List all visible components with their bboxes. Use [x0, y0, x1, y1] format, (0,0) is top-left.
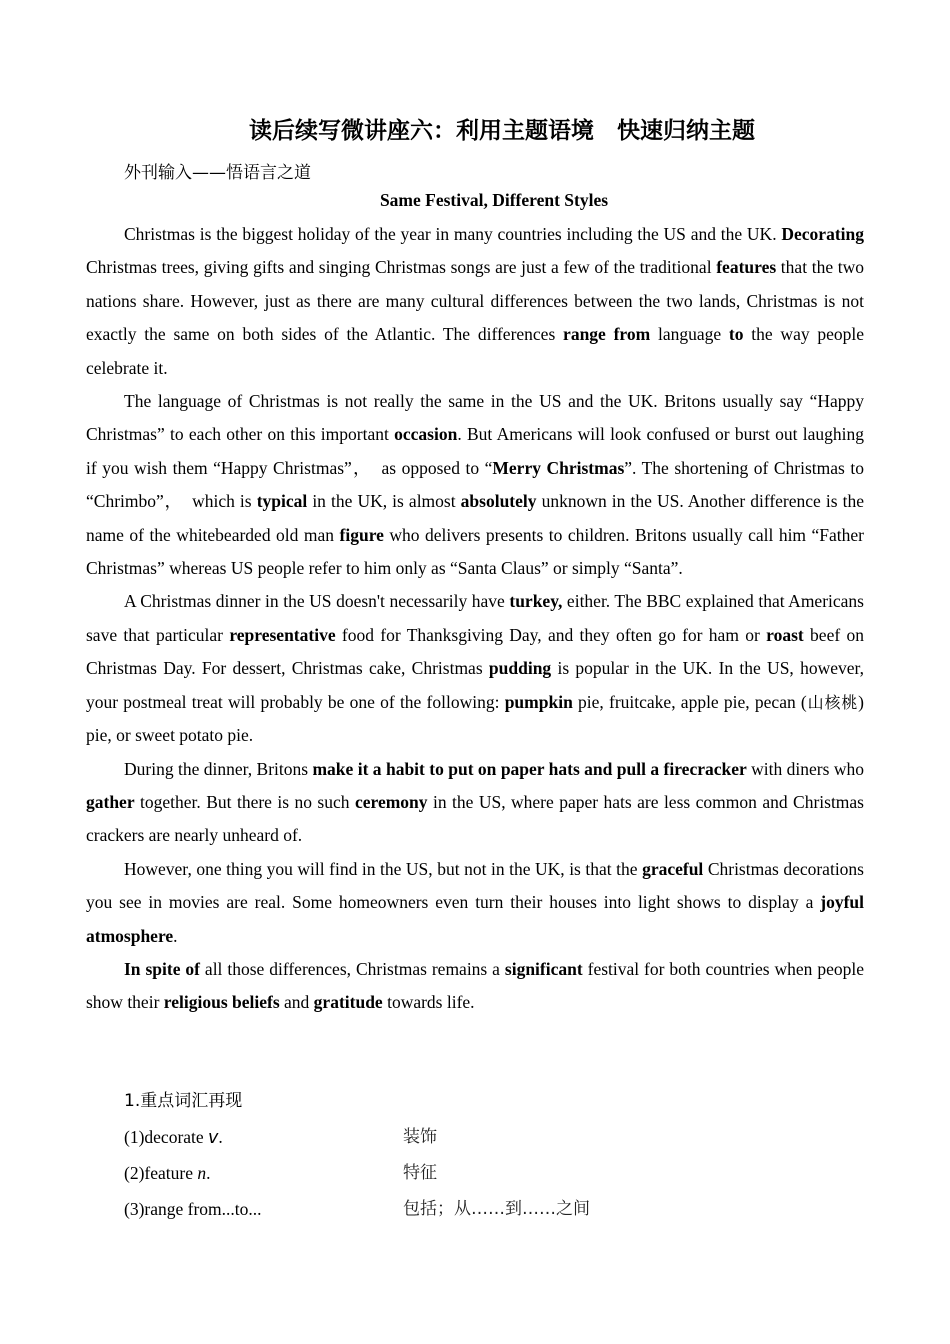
vocab-item: [124, 1120, 864, 1157]
paragraph-3: [86, 585, 864, 752]
paragraph-4: [86, 753, 864, 853]
text-run: either. The BBC explained that Americans save that particular: [86, 591, 864, 645]
keyword: occasion: [394, 424, 458, 445]
text-run: the way people celebrate it.: [86, 324, 865, 378]
vocab-term: (2)feature n.: [124, 1163, 211, 1183]
vocab-meaning: 包括；从……到……之间: [403, 1198, 590, 1219]
article-title: Same Festival, Different Styles: [379, 190, 609, 210]
keyword: gratitude: [313, 992, 383, 1013]
vocab-item: [124, 1192, 864, 1228]
paragraph-6: [86, 953, 864, 1020]
text-run: with diners who: [746, 758, 864, 779]
vocab-meaning: 特征: [403, 1163, 437, 1183]
text-run: unknown in the US. Another difference is the name of the whitebearded old man: [86, 491, 865, 545]
keyword: significant: [504, 958, 583, 979]
keyword: gather: [86, 791, 135, 812]
keyword: graceful: [642, 858, 704, 879]
vocab-term: (1)decorate v.: [124, 1126, 223, 1148]
text-run: .: [173, 925, 178, 946]
text-run: is popular in the UK. In the US, however, your postmeal treat will probably be one of the following:: [86, 658, 864, 712]
text-run: towards life.: [382, 992, 475, 1013]
text-run: and: [279, 992, 314, 1013]
keyword: pudding: [488, 658, 552, 679]
text-run: The language of Christmas is not really the same in the US and the UK. Britons usually say “Happy Christmas” to each other on this important: [86, 391, 864, 445]
text-run: language: [650, 324, 729, 345]
text-run: Christmas trees, giving gifts and singing Christmas songs are just a few of the traditional: [86, 257, 717, 278]
part-of-speech: v: [208, 1127, 219, 1148]
keyword: absolutely: [460, 491, 537, 512]
vocab-item: [124, 1156, 864, 1192]
article-body: [86, 218, 864, 1020]
keyword: turkey,: [509, 591, 563, 612]
keyword: features: [716, 257, 777, 278]
vocabulary-heading: 1.重点词汇再现: [124, 1091, 243, 1111]
keyword: representative: [229, 624, 336, 645]
text-run: Christmas is the biggest holiday of the year in many countries including the US and the UK.: [124, 224, 782, 244]
text-run: During the dinner, Britons: [124, 758, 313, 779]
part-of-speech: n: [197, 1163, 207, 1183]
keyword: pumpkin: [504, 691, 573, 712]
lecture-title: 读后续写微讲座六：利用主题语境 快速归纳主题: [249, 118, 755, 144]
keyword: Merry Christmas: [492, 457, 625, 478]
paragraph-1: [86, 218, 864, 385]
vocab-meaning: 装饰: [403, 1126, 437, 1147]
text-run: ”. The shortening of Christmas to “Chrimbo”， which is: [86, 457, 864, 512]
text-run: that the two nations share. However, just as there are many cultural differences between the two lands, Christmas is not exactly the same on both sides of the Atlantic. The differences: [86, 257, 864, 345]
paragraph-5: [86, 853, 864, 953]
vocab-term: (3)range from...to...: [124, 1198, 262, 1219]
text-run: in the US, where paper hats are less common and Christmas crackers are nearly unheard of.: [86, 791, 864, 846]
keyword: Decorating: [781, 224, 864, 244]
keyword: range from: [563, 324, 651, 345]
text-run: all those differences, Christmas remains a: [200, 958, 505, 979]
keyword: religious beliefs: [163, 992, 280, 1013]
vocabulary-section: [124, 1084, 864, 1227]
keyword: joyful atmosphere: [86, 892, 864, 946]
text-run: . But Americans will look confused or burst out laughing if you wish them “Happy Christmas”， as opposed to “: [86, 424, 864, 478]
text-run: A Christmas dinner in the US doesn't necessarily have: [124, 591, 510, 612]
chinese-gloss: 山核桃: [806, 692, 859, 712]
text-run: pie, fruitcake, apple pie, pecan (: [572, 691, 807, 712]
text-run: food for Thanksgiving Day, and they often go for ham or: [335, 624, 767, 645]
text-run: ) pie, or sweet potato pie.: [86, 691, 864, 746]
keyword: ceremony: [354, 791, 428, 812]
keyword: In spite of: [124, 958, 200, 979]
keyword: make it a habit to put on paper hats and pull a firecracker: [312, 758, 747, 779]
text-run: in the UK, is almost: [307, 491, 461, 512]
keyword: roast: [766, 624, 804, 645]
keyword: to: [728, 324, 744, 345]
paragraph-2: [86, 385, 864, 585]
text-run: However, one thing you will find in the US, but not in the UK, is that the: [124, 858, 643, 879]
text-run: Christmas decorations you see in movies are real. Some homeowners even turn their houses into light shows to display a: [86, 858, 864, 913]
text-run: beef on Christmas Day. For dessert, Christmas cake, Christmas: [86, 624, 864, 679]
text-run: together. But there is no such: [134, 791, 355, 812]
section-subtitle: 外刊输入——悟语言之道: [124, 163, 311, 183]
keyword: typical: [256, 491, 308, 512]
keyword: figure: [339, 524, 384, 545]
text-run: festival for both countries when people show their: [86, 958, 865, 1013]
text-run: who delivers presents to children. Britons usually call him “Father Christmas” whereas US people refer to him only as “Santa Claus” or simply “Santa”.: [86, 524, 865, 579]
